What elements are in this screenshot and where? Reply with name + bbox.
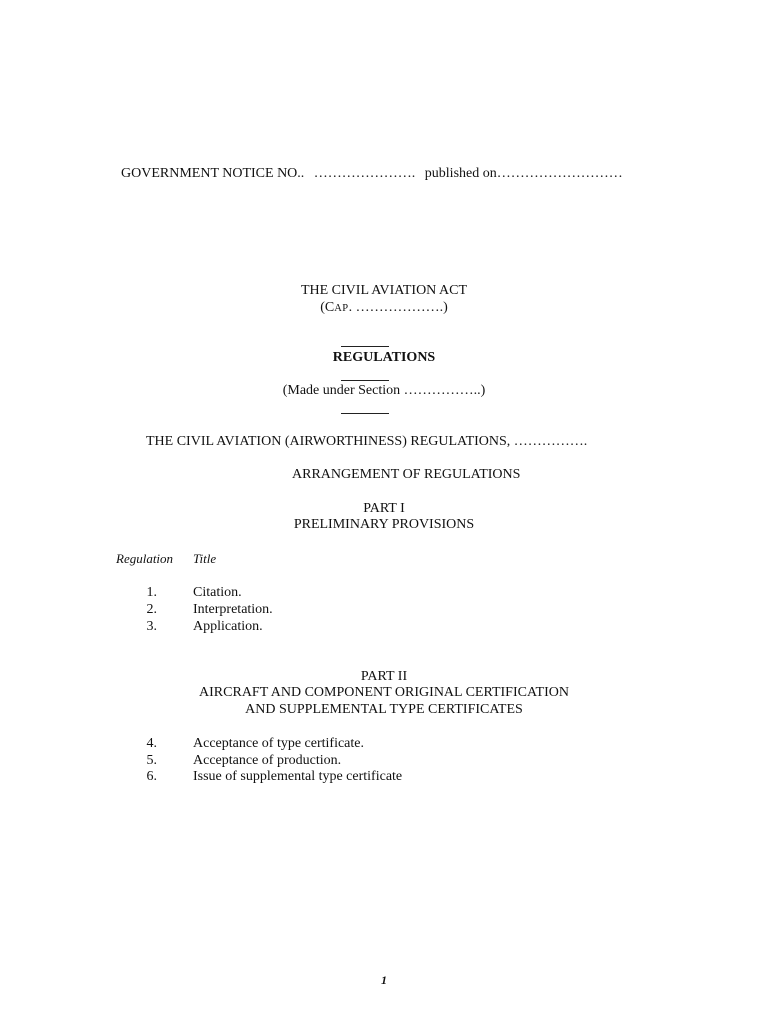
- part-title: AIRCRAFT AND COMPONENT ORIGINAL CERTIFICATION: [199, 685, 569, 700]
- regulations-full-title: THE CIVIL AVIATION (AIRWORTHINESS) REGULATIONS, …………….: [146, 434, 588, 449]
- act-chapter-rest: . ……………….): [348, 300, 448, 315]
- regulation-title: Acceptance of production.: [193, 753, 342, 768]
- regulation-title: Application.: [193, 619, 263, 634]
- regulation-number: 1.: [146, 585, 157, 600]
- part-title: PRELIMINARY PROVISIONS: [293, 517, 475, 532]
- notice-label: GOVERNMENT NOTICE NO..: [121, 166, 305, 181]
- regulation-title: Acceptance of type certificate.: [193, 736, 365, 751]
- regulation-number: 5.: [146, 753, 157, 768]
- regulations-heading: REGULATIONS: [332, 350, 436, 365]
- part-label: PART I: [363, 501, 405, 516]
- regulation-number: 3.: [146, 619, 157, 634]
- published-label: published on: [424, 166, 497, 181]
- divider-rule: [341, 380, 389, 381]
- made-under-section: (Made under Section ……………..): [282, 383, 486, 398]
- page-number: 1: [381, 973, 387, 987]
- regulation-number: 4.: [146, 736, 157, 751]
- regulation-column-header: Regulation: [116, 551, 174, 566]
- act-title: THE CIVIL AVIATION ACT: [300, 283, 468, 298]
- part-label: PART II: [360, 669, 408, 684]
- regulation-number: 2.: [146, 602, 157, 617]
- government-notice-line: [121, 165, 623, 182]
- title-column-header: Title: [193, 551, 217, 566]
- act-chapter-small-caps: AP: [334, 303, 349, 314]
- act-chapter-open: (C: [320, 300, 335, 315]
- act-chapter: [0, 299, 768, 317]
- regulation-title: Interpretation.: [193, 602, 273, 617]
- regulation-title: Issue of supplemental type certificate: [193, 769, 403, 784]
- notice-number-placeholder: ………………….: [313, 166, 416, 181]
- regulation-number: 6.: [146, 769, 157, 784]
- divider-rule: [341, 346, 389, 347]
- regulation-title: Citation.: [193, 585, 242, 600]
- published-date-placeholder: ………………………: [496, 166, 623, 181]
- part-title: AND SUPPLEMENTAL TYPE CERTIFICATES: [245, 702, 523, 717]
- arrangement-heading: ARRANGEMENT OF REGULATIONS: [292, 467, 521, 482]
- divider-rule: [341, 413, 389, 414]
